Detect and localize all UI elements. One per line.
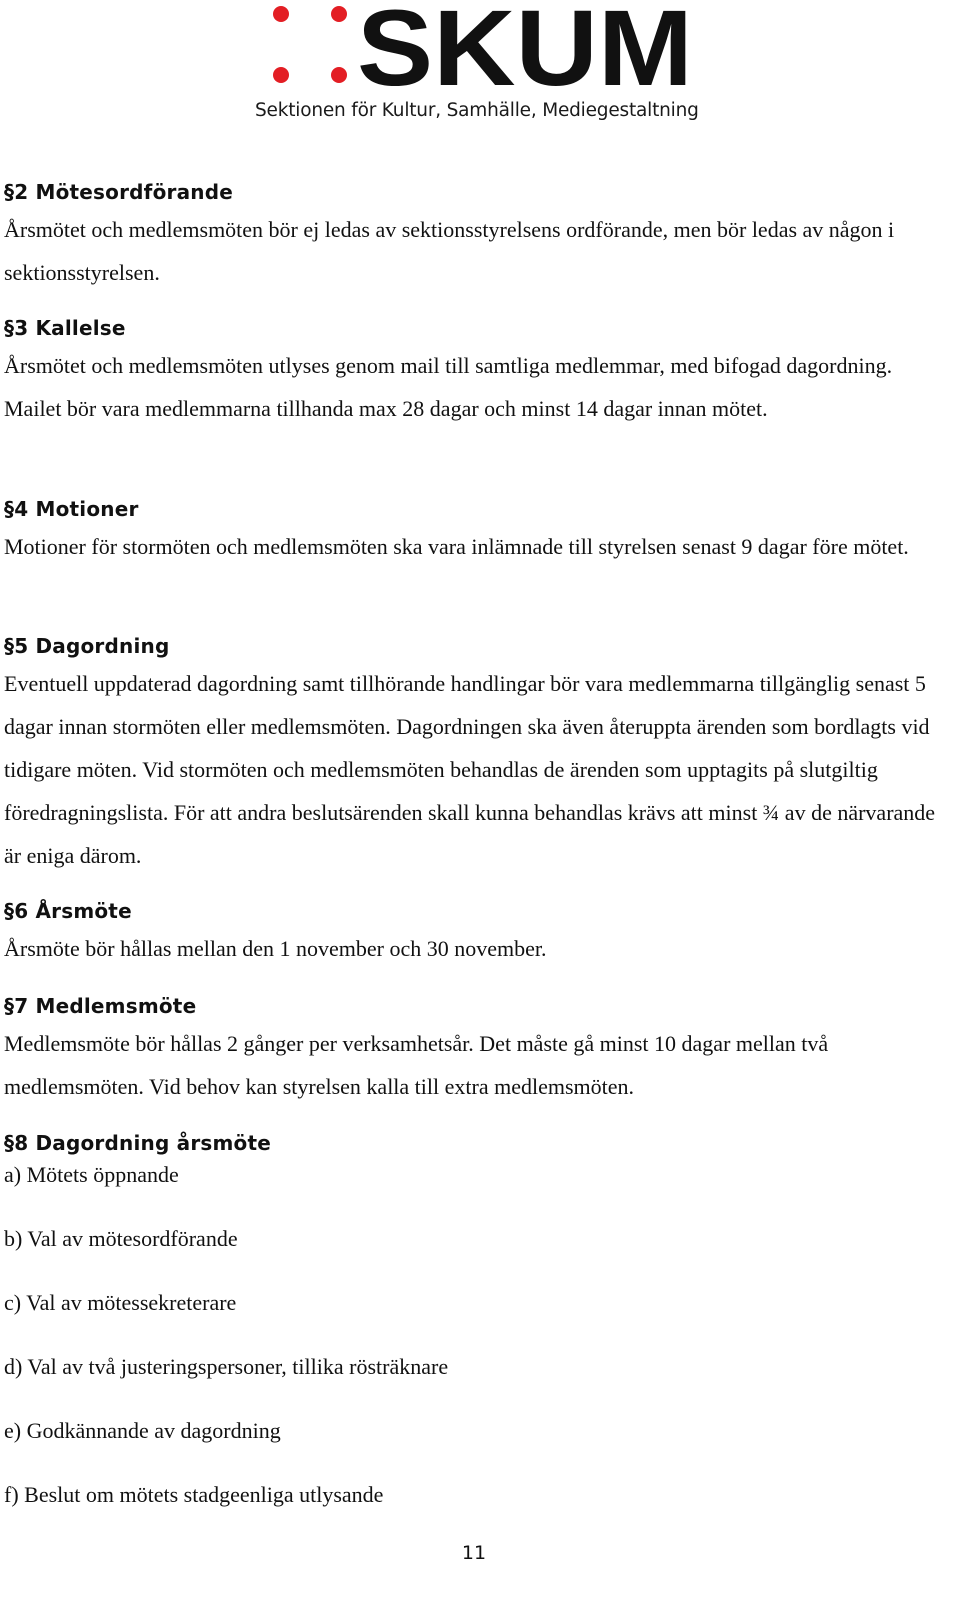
section-paragraph: Årsmöte bör hållas mellan den 1 november och 30 november. — [4, 936, 547, 961]
page-number: 11 — [461, 1542, 487, 1564]
section-medlemsmote — [4, 990, 954, 1127]
section-kallelse — [4, 312, 954, 493]
logo-wordmark-text: SKUM — [357, 0, 693, 100]
section-paragraph: Motioner för stormöten och medlemsmöten ska vara inlämnade till styrelsen senast 9 dagar före mötet. — [4, 534, 909, 559]
document-body — [4, 176, 954, 1543]
logo-dot — [331, 6, 347, 22]
agenda-item: e) Godkännande av dagordning — [4, 1418, 281, 1443]
logo-dot — [273, 67, 289, 83]
section-paragraph: Eventuell uppdaterad dagordning samt tillhörande handlingar bör vara medlemmarna tillgänglig senast 5 dagar innan stormöten eller medlemsmöten. Dagordningen ska även återuppta ärenden som bordlagts vid tidigare möten. Vid stormöten och medlemsmöten behandlas de ärenden som upptagits på slutgiltig föredragningslista. För att andra beslutsärenden skall kunna behandlas krävs att minst ¾ av de närvarande är eniga därom. — [4, 671, 936, 868]
agenda-item: a) Mötets öppnande — [4, 1162, 179, 1187]
agenda-item: c) Val av mötessekreterare — [4, 1290, 237, 1315]
section-heading: §5 Dagordning — [4, 634, 170, 658]
section-dagordning-arsmote — [4, 1127, 954, 1511]
skum-logo — [255, 0, 700, 130]
section-paragraph: Årsmötet och medlemsmöten bör ej ledas av sektionsstyrelsens ordförande, men bör ledas av någon i sektionsstyrelsen. — [4, 217, 895, 285]
agenda-item: b) Val av mötesordförande — [4, 1226, 238, 1251]
section-heading: §8 Dagordning årsmöte — [4, 1131, 271, 1155]
section-heading: §3 Kallelse — [4, 316, 126, 340]
skum-wordmark — [255, 0, 700, 100]
section-paragraph: Medlemsmöte bör hållas 2 gånger per verksamhetsår. Det måste gå minst 10 dagar mellan två medlemsmöten. Vid behov kan styrelsen kalla till extra medlemsmöten. — [4, 1031, 829, 1099]
logo-dot — [273, 6, 289, 22]
section-paragraph: Årsmötet och medlemsmöten utlyses genom mail till samtliga medlemmar, med bifogad dagordning. Mailet bör vara medlemmarna tillhanda max 28 dagar och minst 14 dagar innan mötet. — [4, 353, 893, 421]
logo-dot — [331, 67, 347, 83]
section-heading: §2 Mötesordförande — [4, 180, 233, 204]
agenda-list — [4, 1159, 954, 1511]
section-heading: §7 Medlemsmöte — [4, 994, 197, 1018]
agenda-item: d) Val av två justeringspersoner, tillika rösträknare — [4, 1354, 449, 1379]
section-motesordforande — [4, 176, 954, 312]
section-dagordning — [4, 630, 954, 895]
section-motioner — [4, 493, 954, 630]
section-heading: §6 Årsmöte — [4, 899, 132, 923]
section-arsmote — [4, 895, 954, 990]
agenda-item: f) Beslut om mötets stadgeenliga utlysande — [4, 1482, 384, 1507]
section-heading: §4 Motioner — [4, 497, 139, 521]
logo-tagline: Sektionen för Kultur, Samhälle, Mediegestaltning — [255, 100, 699, 121]
